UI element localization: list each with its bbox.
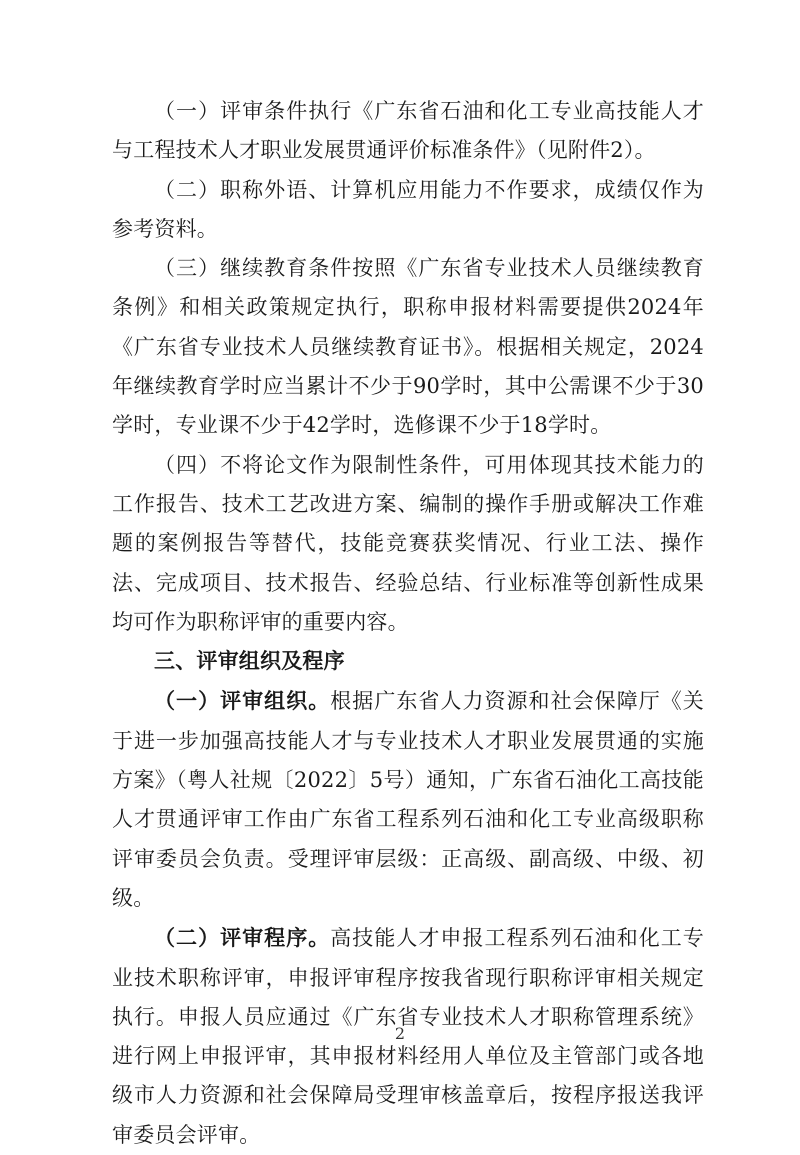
paragraph-foreign-language-computer: （二）职称外语、计算机应用能力不作要求，成绩仅作为参考资料。 [112,177,704,241]
paragraph-thesis-requirement: （四）不将论文作为限制性条件，可用体现其技术能力的工作报告、技术工艺改进方案、编制的操作手册或解决工作难题的案例报告等替代，技能竞赛获奖情况、行业工法、操作法、完成项目、技术报告、经验总结、行业标准等创新性成果均可作为职称评审的重要内容。 [112,452,704,634]
section-heading: 三、评审组织及程序 [154,649,345,674]
review-organization-text: 根据广东省人力资源和社会保障厅《关于进一步加强高技能人才与专业技术人才职业发展贯通的实施方案》（粤人社规〔2022〕5号）通知，广东省石油化工高技能人才贯通评审工作由广东省工程系列石油和化工专业高级职称评审委员会负责。受理评审层级：正高级、副高级、中级、初级。 [112,689,704,910]
review-organization-lead: （一）评审组织。 [154,688,331,714]
paragraph-review-organization [112,681,704,918]
review-procedure-text: 高技能人才申报工程系列石油和化工专业技术职称评审，申报评审程序按我省现行职称评审相关规定执行。申报人员应通过《广东省专业技术人才职称管理系统》进行网上申报评审，其申报材料经用人单位及主管部门或各地级市人力资源和社会保障局受理审核盖章后，按程序报送我评审委员会评审。 [112,926,704,1147]
review-procedure-lead: （二）评审程序。 [154,925,331,951]
paragraph-continuing-education: （三）继续教育条件按照《广东省专业技术人员继续教育条例》和相关政策规定执行，职称申报材料需要提供2024年《广东省专业技术人员继续教育证书》。根据相关规定，2024年继续教育学时应当累计不少于90学时，其中公需课不少于30学时，专业课不少于42学时，选修课不少于18学时。 [112,256,704,438]
document-body [112,92,704,1155]
paragraph-review-criteria: （一）评审条件执行《广东省石油和化工专业高技能人才与工程技术人才职业发展贯通评价标准条件》（见附件2）。 [112,99,704,163]
page-number: 2 [394,1024,406,1043]
